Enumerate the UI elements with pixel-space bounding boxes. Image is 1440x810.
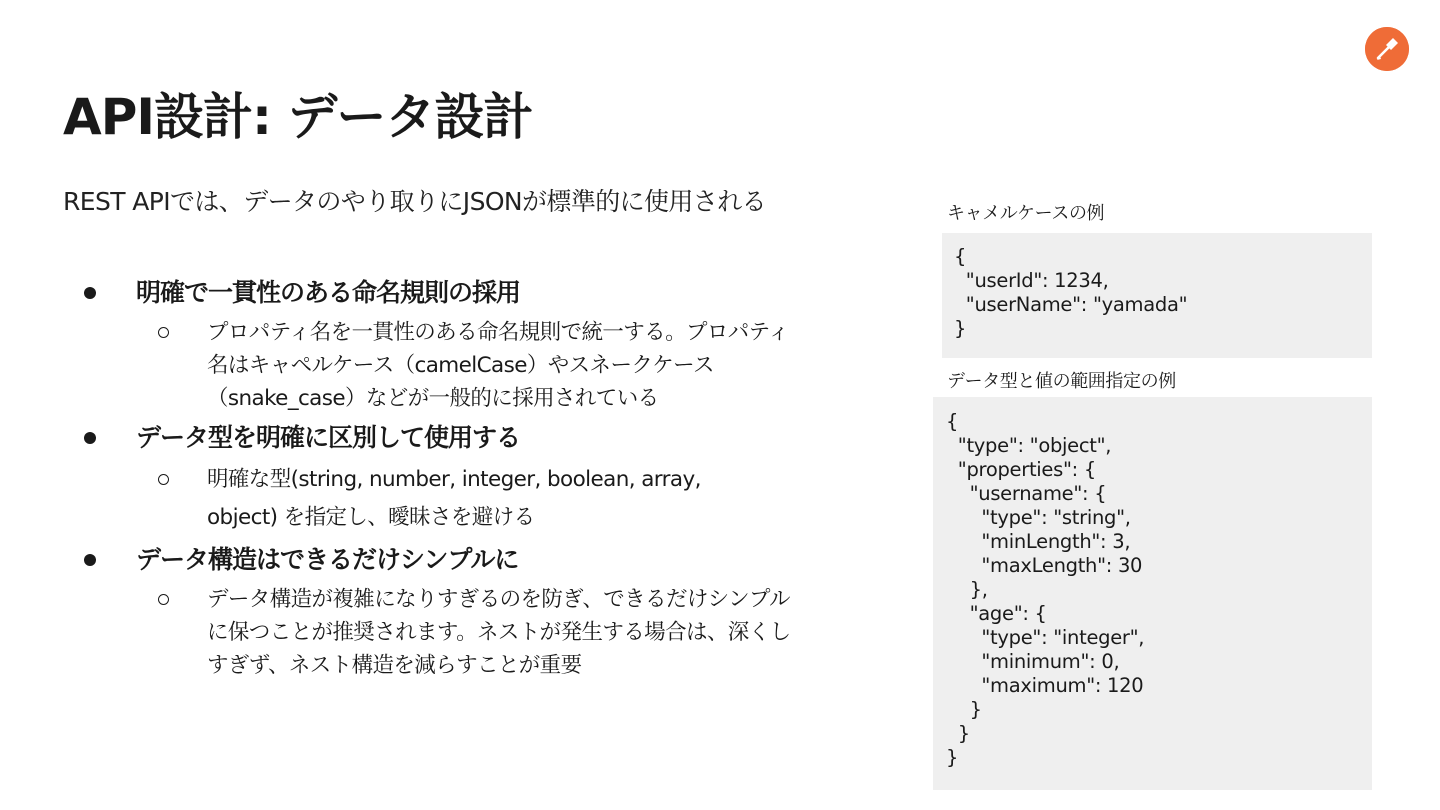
- hollow-circle-icon: [158, 327, 169, 338]
- hollow-circle-icon: [158, 474, 169, 485]
- bullet-heading-text: 明確で一貫性のある命名規則の採用: [136, 278, 521, 307]
- bullet-heading: [80, 541, 850, 579]
- bullet-heading: [80, 274, 850, 312]
- bullet-item: [80, 419, 850, 537]
- code-example-label: キャメルケースの例: [947, 203, 1105, 224]
- code-block: { "type": "object", "properties": { "username": { "type": "string", "minLength": 3, "maxLength": 30 }, "age": { "type": "integer", "minimum": 0, "maximum": 120 } } }: [933, 397, 1372, 790]
- page-title: API設計: データ設計: [63, 88, 533, 146]
- sub-bullet-line: データ構造が複雑になりすぎるのを防ぎ、できるだけシンプル: [207, 587, 790, 612]
- bullet-list: [80, 274, 850, 686]
- sub-bullet-line: （snake_case）などが一般的に採用されている: [207, 386, 659, 411]
- sub-bullet: [80, 316, 850, 415]
- bullet-item: [80, 541, 850, 682]
- bullet-dot-icon: [84, 432, 96, 444]
- code-block: { "userId": 1234, "userName": "yamada" }: [942, 233, 1372, 358]
- bullet-dot-icon: [84, 287, 96, 299]
- bullet-item: [80, 274, 850, 415]
- postman-logo-icon: [1365, 27, 1409, 71]
- sub-bullet-line: すぎず、ネスト構造を減らすことが重要: [207, 653, 582, 678]
- sub-bullet: [80, 583, 850, 682]
- hollow-circle-icon: [158, 594, 169, 605]
- page-subtitle: REST APIでは、データのやり取りにJSONが標準的に使用される: [63, 187, 767, 216]
- code-example-label: データ型と値の範囲指定の例: [947, 371, 1176, 392]
- sub-bullet-line: に保つことが推奨されます。ネストが発生する場合は、深くし: [207, 620, 791, 645]
- bullet-heading: [80, 419, 850, 457]
- sub-bullet: [80, 461, 850, 537]
- sub-bullet-line: 明確な型(string, number, integer, boolean, array,: [207, 467, 701, 492]
- sub-bullet-line: プロパティ名を一貫性のある命名規則で統一する。プロパティ: [207, 320, 789, 345]
- sub-bullet-line: 名はキャペルケース（camelCase）やスネークケース: [207, 353, 714, 378]
- sub-bullet-line: object) を指定し、曖昧さを避ける: [207, 505, 535, 530]
- bullet-heading-text: データ型を明確に区別して使用する: [136, 423, 521, 452]
- bullet-heading-text: データ構造はできるだけシンプルに: [136, 545, 519, 574]
- bullet-dot-icon: [84, 554, 96, 566]
